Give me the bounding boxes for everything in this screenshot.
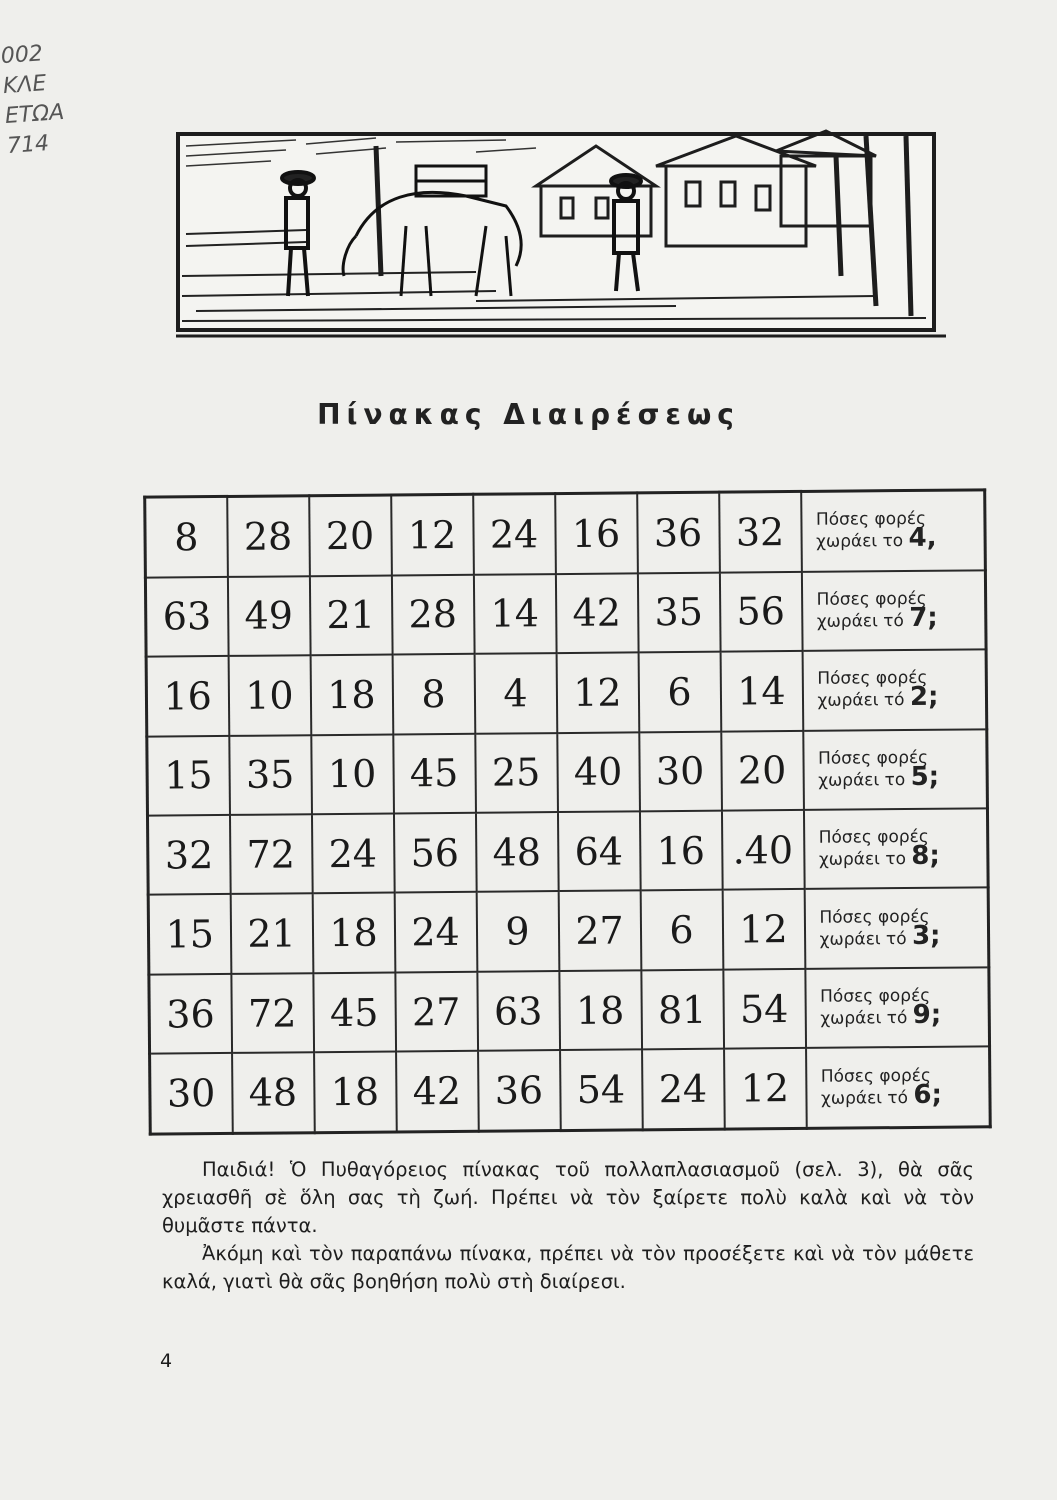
question-line [817,682,985,713]
table-cell: 30 [639,731,722,811]
question-line [816,602,985,633]
question-line [820,999,988,1030]
question-mark: ; [927,682,939,713]
table-cell: 56 [719,572,802,652]
table-cell: 16 [639,811,722,891]
table-cell: 4 [474,653,557,733]
divisor: 7 [909,602,928,633]
table-cell: 21 [309,575,392,655]
table-cell: 45 [313,972,396,1052]
table-cell: 16 [555,493,638,574]
table-cell: 28 [391,575,474,655]
table-cell: 45 [393,733,476,813]
paragraph: Παιδιά! Ὁ Πυθαγόρειος πίνακας τοῦ πολλαπλασιασμοῦ (σελ. 3), θὰ σᾶς χρειασθῆ σὲ ὅλη σας τὴ ζωή. Πρέπει νὰ τὸν ξαίρετε πολὺ καλὰ καὶ νὰ τὸν θυμᾶστε πάντα. [162,1158,974,1237]
question-text: χωράει τό [817,690,905,712]
table-cell: 24 [642,1049,725,1130]
division-table [143,488,992,1135]
table-cell: 36 [478,1050,561,1131]
division-table-body [145,490,991,1134]
question-line: Πόσες φορές [818,827,929,848]
question-text: χωράει το [818,769,906,791]
table-cell: 12 [724,1048,807,1129]
table-cell: 18 [314,1052,397,1133]
question-text: χωράει το [818,849,907,870]
table-cell: 35 [229,735,312,815]
table-cell: 42 [396,1051,479,1132]
page-number: 4 [160,1350,173,1372]
explanation-text [162,1156,974,1296]
table-row [150,1047,991,1135]
table-cell: 63 [477,971,560,1051]
margin-note-line: 714 [6,131,50,159]
margin-note-line: ΚΛΕ [2,71,48,100]
table-row [146,649,987,736]
page-title: Πίνακας Διαιρέσεως [317,398,740,431]
question-line [820,1079,989,1110]
table-cell: .40 [721,810,804,890]
table-cell: 12 [556,653,639,733]
question-cell [803,808,988,889]
table-cell: 21 [230,894,313,974]
table-row [147,808,988,895]
table-cell: 54 [723,969,806,1049]
question-cell [802,649,987,730]
table-cell: 64 [557,811,640,891]
question-text: χωράει τό [819,928,907,950]
question-line [816,523,984,554]
margin-note-line: ΕΤΩΑ [4,99,66,129]
question-line [818,761,986,792]
divisor: 5 [910,761,929,792]
table-cell: 28 [227,496,310,577]
table-cell: 48 [475,812,558,892]
table-cell: 12 [722,889,805,969]
question-line [818,840,987,872]
table-cell: 48 [232,1052,315,1133]
divisor: 4 [908,523,927,554]
question-line: Πόσες φορές [817,747,929,769]
table-cell: 18 [310,655,393,735]
question-mark: ; [928,761,940,792]
table-cell: 9 [476,891,559,971]
table-cell: 8 [145,496,228,577]
table-cell: 27 [558,891,641,971]
question-text: χωράει τό [820,1087,909,1109]
question-cell [804,888,989,969]
question-cell [803,729,988,810]
question-mark: ; [927,602,938,633]
table-cell: 18 [559,970,642,1050]
question-text: χωράει το [816,531,904,553]
question-line: Πόσες φορές [820,985,931,1007]
division-table-wrapper [143,488,989,1141]
question-line: Πόσες φορές [817,668,928,690]
divisor: 6 [913,1079,932,1110]
table-cell: 40 [557,732,640,812]
divisor: 3 [911,920,931,951]
table-cell: 20 [309,495,392,576]
table-cell: 36 [149,974,232,1054]
table-cell: 63 [145,577,228,657]
question-mark: ; [929,920,941,951]
margin-note [0,38,67,162]
table-cell: 6 [640,890,723,970]
table-cell: 56 [393,813,476,893]
table-cell: 72 [231,973,314,1053]
village-illustration [176,126,946,340]
table-cell: 12 [391,494,474,575]
margin-note-line: 002 [0,41,44,70]
table-row [149,967,990,1054]
table-cell: 24 [311,813,394,893]
paragraph: Ἀκόμη καὶ τὸν παραπάνω πίνακα, πρέπει νὰ τὸν προσέξετε καὶ νὰ τὸν μάθετε καλά, γιατὶ θὰ σᾶς βοηθήση πολὺ στὴ διαίρεσι. [162,1242,974,1293]
table-cell: 14 [473,574,556,654]
question-mark: ; [930,999,942,1030]
table-cell: 6 [638,652,721,732]
question-cell [801,570,986,651]
table-cell: 18 [312,893,395,973]
table-cell: 35 [637,572,720,652]
table-row [147,729,988,816]
question-text: χωράει τό [816,611,904,632]
question-text: χωράει τό [820,1008,908,1029]
question-mark: ; [931,1079,943,1110]
question-line: Πόσες φορές [819,906,930,928]
table-cell: 32 [147,815,230,895]
table-cell: 10 [311,734,394,814]
table-cell: 20 [721,731,804,811]
divisor: 2 [909,682,929,713]
table-cell: 54 [560,1050,643,1131]
question-mark: , [926,523,937,554]
question-line: Πόσες φορές [820,1065,931,1087]
table-cell: 36 [637,492,720,573]
question-line [819,920,987,951]
table-cell: 27 [395,972,478,1052]
table-cell: 14 [720,651,803,731]
table-cell: 16 [146,656,229,736]
question-line: Πόσες φορές [816,588,927,610]
table-cell: 8 [392,654,475,734]
table-cell: 15 [148,894,231,974]
table-cell: 24 [394,892,477,972]
question-mark: ; [929,840,940,872]
table-cell: 24 [473,494,556,575]
table-row [145,570,986,657]
table-cell: 32 [719,491,802,572]
question-cell [805,967,990,1048]
table-cell: 30 [150,1053,233,1134]
table-cell: 81 [641,969,724,1049]
table-row [145,490,986,578]
table-cell: 49 [227,576,310,656]
divisor: 8 [911,841,930,872]
question-cell [806,1047,991,1129]
table-cell: 25 [475,733,558,813]
table-cell: 10 [228,655,311,735]
table-cell: 72 [229,814,312,894]
table-cell: 15 [147,736,230,816]
table-row [148,888,989,975]
question-line: Πόσες φορές [815,509,927,531]
question-cell [801,490,986,572]
table-cell: 42 [555,573,638,653]
divisor: 9 [912,999,931,1030]
